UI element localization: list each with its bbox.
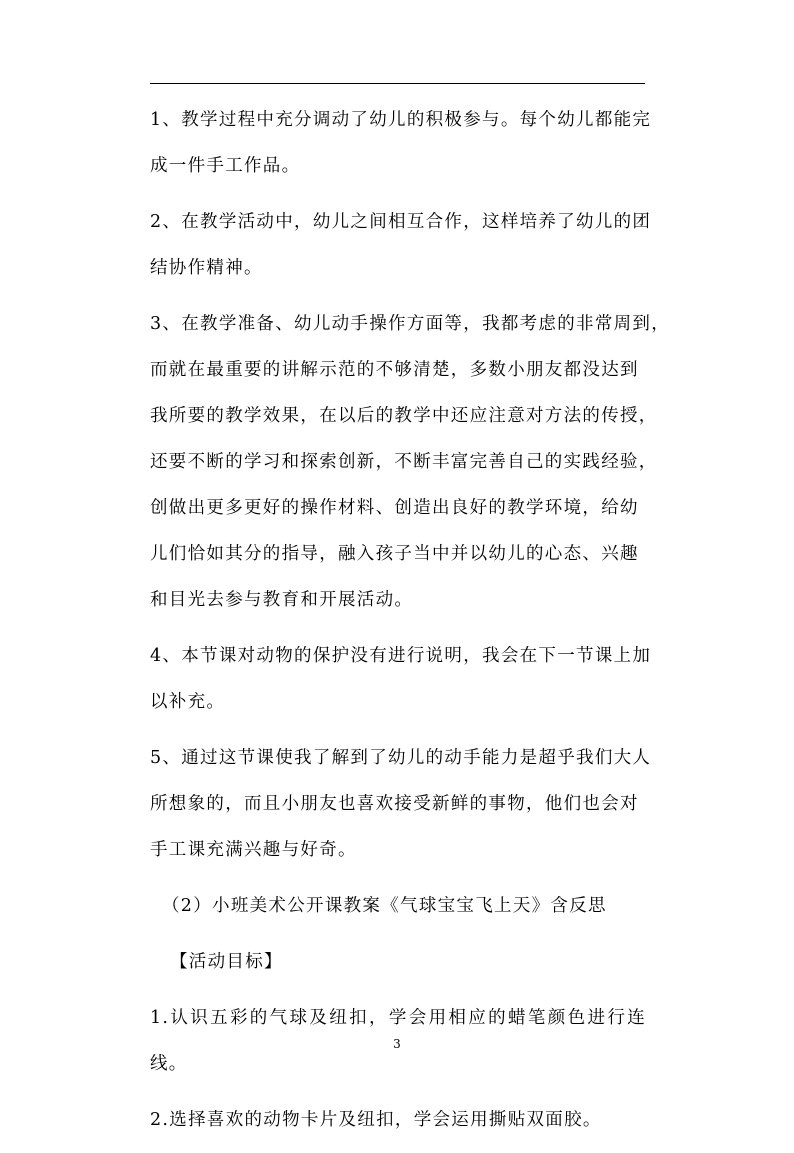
text-line: 4、本节课对动物的保护没有进行说明，我会在下一节课上加 bbox=[150, 646, 652, 666]
reflection-paragraph-1 bbox=[150, 97, 652, 189]
text-line: 而就在最重要的讲解示范的不够清楚，多数小朋友都没达到 bbox=[150, 360, 639, 380]
document-body bbox=[150, 97, 671, 1153]
goal-item-2: 2.选择喜欢的动物卡片及纽扣，学会运用撕贴双面胶。 bbox=[150, 1110, 602, 1130]
subsection-title: 【活动目标】 bbox=[170, 952, 283, 972]
text-line: 所想象的，而且小朋友也喜欢接受新鲜的事物，他们也会对 bbox=[150, 794, 639, 814]
reflection-paragraph-3 bbox=[150, 301, 671, 623]
section-title: （2）小班美术公开课教案《气球宝宝飞上天》含反思 bbox=[162, 896, 607, 916]
text-line: 我所要的教学效果，在以后的教学中还应注意对方法的传授， bbox=[150, 406, 658, 426]
text-line: 成一件手工作品。 bbox=[150, 156, 301, 176]
goal-item-1: 1.认识五彩的气球及纽扣，学会用相应的蜡笔颜色进行连线。 bbox=[150, 1008, 646, 1074]
text-line: 以补充。 bbox=[150, 692, 226, 712]
reflection-paragraph-4 bbox=[150, 633, 652, 725]
text-line: 创做出更多更好的操作材料、创造出良好的教学环境，给幼 bbox=[150, 498, 639, 518]
text-line: 5、通过这节课使我了解到了幼儿的动手能力是超乎我们大人 bbox=[150, 748, 652, 768]
page-number: 3 bbox=[393, 1037, 401, 1051]
text-line: 儿们恰如其分的指导，融入孩子当中并以幼儿的心态、兴趣 bbox=[150, 544, 639, 564]
text-line: 还要不断的学习和探索创新，不断丰富完善自己的实践经验， bbox=[150, 452, 658, 472]
reflection-paragraph-2 bbox=[150, 199, 652, 291]
reflection-paragraph-5 bbox=[150, 735, 652, 873]
text-line: 2、在教学活动中，幼儿之间相互合作，这样培养了幼儿的团 bbox=[150, 212, 652, 232]
header-rule bbox=[150, 83, 645, 84]
text-line: 3、在教学准备、幼儿动手操作方面等，我都考虑的非常周到， bbox=[150, 314, 671, 334]
text-line: 和目光去参与教育和开展活动。 bbox=[150, 590, 414, 610]
text-line: 手工课充满兴趣与好奇。 bbox=[150, 840, 357, 860]
text-line: 结协作精神。 bbox=[150, 258, 263, 278]
text-line: 1、教学过程中充分调动了幼儿的积极参与。每个幼儿都能完 bbox=[150, 110, 652, 130]
